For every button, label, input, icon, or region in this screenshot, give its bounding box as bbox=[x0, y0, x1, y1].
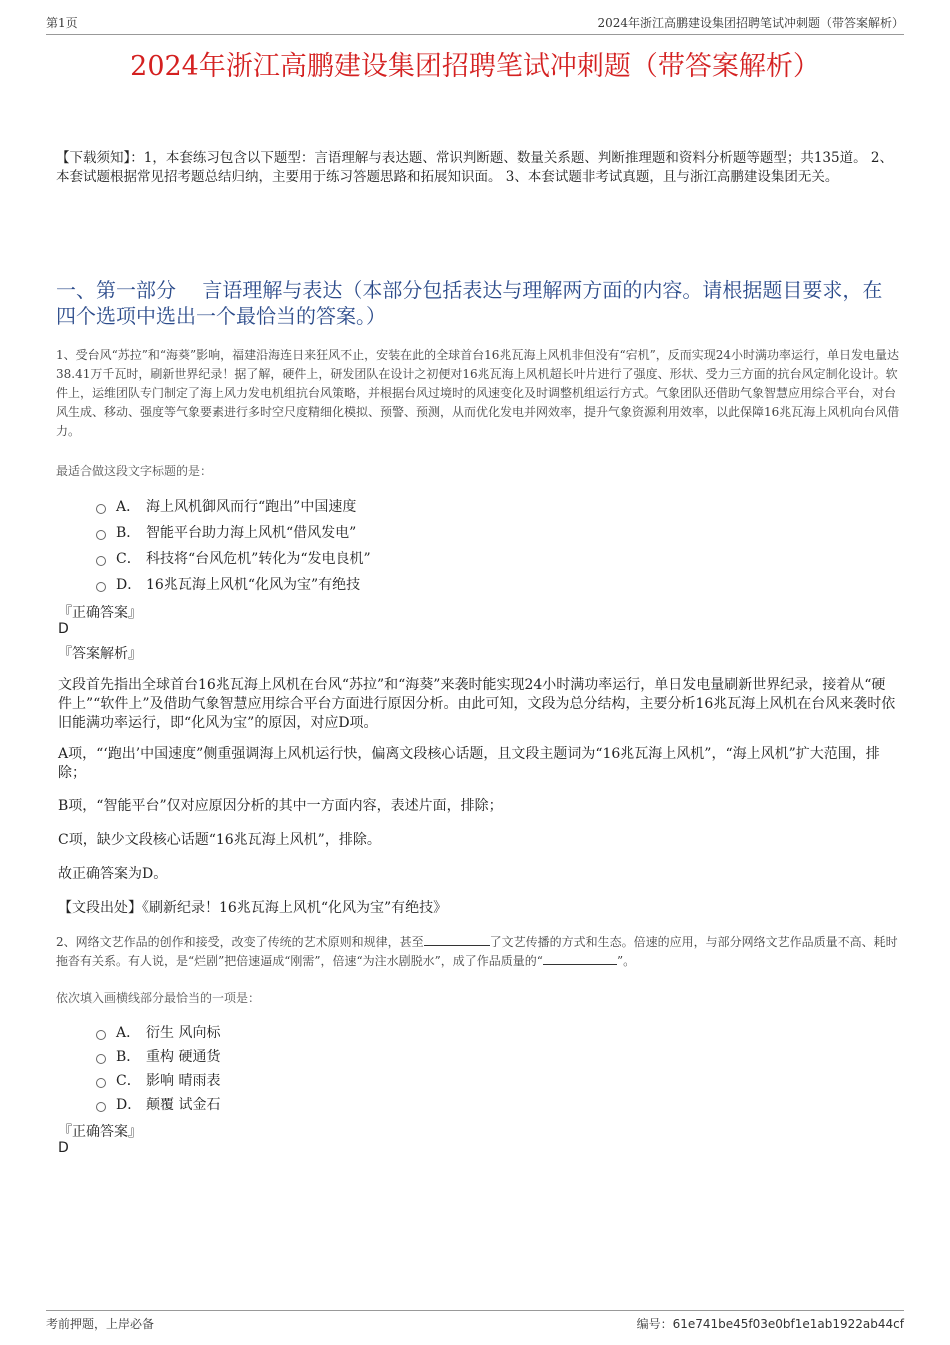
document-code: 61e741be45f03e0bf1e1ab1922ab44cf bbox=[672, 1317, 904, 1331]
option-a[interactable]: A． 衍生 风向标 bbox=[96, 1020, 696, 1044]
question-1-options bbox=[96, 493, 696, 597]
page-footer bbox=[46, 1310, 904, 1332]
radio-icon[interactable] bbox=[96, 1030, 106, 1040]
page-header bbox=[46, 14, 904, 35]
radio-icon[interactable] bbox=[96, 530, 106, 540]
option-c[interactable]: C． 影响 晴雨表 bbox=[96, 1068, 696, 1092]
source-citation: 【文段出处】《刷新纪录！16兆瓦海上风机“化风为宝”有绝技》 bbox=[58, 900, 448, 916]
correct-answer-label: 『正确答案』 bbox=[58, 605, 142, 621]
correct-answer: D bbox=[58, 1140, 69, 1156]
footer-slogan: 考前押题，上岸必备 bbox=[46, 1317, 155, 1331]
analysis-conclusion: 故正确答案为D。 bbox=[58, 866, 168, 882]
option-c[interactable]: C． 科技将“台风危机”转化为“发电良机” bbox=[96, 545, 696, 571]
question-2-prompt: 依次填入画横线部分最恰当的一项是： bbox=[56, 991, 261, 1005]
question-2-stem: 2、网络文艺作品的创作和接受，改变了传统的艺术原则和规律，甚至 了文艺传播的方式和生态。倍速的应用，与部分网络文艺作品质量不高、耗时拖沓有关系。有人说，是“烂剧”把倍速逼成“刚需”，倍速“为注水剧脱水”，成了作品质量的“ ”。 bbox=[56, 935, 898, 968]
fill-blank bbox=[543, 952, 617, 965]
footer-id: 编号：61e741be45f03e0bf1e1ab1922ab44cf bbox=[636, 1317, 904, 1331]
radio-icon[interactable] bbox=[96, 582, 106, 592]
option-a[interactable]: A． 海上风机御风而行“跑出”中国速度 bbox=[96, 493, 696, 519]
radio-icon[interactable] bbox=[96, 1102, 106, 1112]
option-b[interactable]: B． 智能平台助力海上风机“借风发电” bbox=[96, 519, 696, 545]
analysis-paragraph: C项，缺少文段核心话题“16兆瓦海上风机”，排除。 bbox=[58, 832, 381, 848]
page-number: 第1页 bbox=[46, 16, 78, 30]
question-1-prompt: 最适合做这段文字标题的是： bbox=[56, 464, 213, 478]
option-d[interactable]: D． 颠覆 试金石 bbox=[96, 1092, 696, 1116]
option-d[interactable]: D． 16兆瓦海上风机“化风为宝”有绝技 bbox=[96, 571, 696, 597]
analysis-label: 『答案解析』 bbox=[58, 646, 142, 662]
radio-icon[interactable] bbox=[96, 504, 106, 514]
question-2-options bbox=[96, 1020, 696, 1116]
analysis-paragraph: 文段首先指出全球首台16兆瓦海上风机在台风“苏拉”和“海葵”来袭时能实现24小时满功率运行，单日发电量刷新世界纪录，接着从“硬件上”“软件上”及借助气象智慧应用综合平台方面进行原因分析。由此可知，文段为总分结构，主要分析16兆瓦海上风机在台风来袭时依旧能满功率运行，即“化风为宝”的原因，对应D项。 bbox=[58, 677, 896, 731]
analysis-paragraph: B项，“智能平台”仅对应原因分析的其中一方面内容，表述片面，排除； bbox=[58, 798, 503, 814]
radio-icon[interactable] bbox=[96, 556, 106, 566]
document-title: 2024年浙江高鹏建设集团招聘笔试冲刺题（带答案解析） bbox=[130, 51, 820, 82]
fill-blank bbox=[424, 933, 490, 946]
header-doc-title: 2024年浙江高鹏建设集团招聘笔试冲刺题（带答案解析） bbox=[597, 16, 904, 30]
analysis-paragraph: A项，“‘跑出’中国速度”侧重强调海上风机运行快，偏离文段核心话题，且文段主题词为“16兆瓦海上风机”，“海上风机”扩大范围，排除； bbox=[58, 746, 880, 781]
radio-icon[interactable] bbox=[96, 1078, 106, 1088]
download-notice: 【下载须知】：1，本套练习包含以下题型：言语理解与表达题、常识判断题、数量关系题、判断推理题和资料分析题等题型；共135道。 2、本套试题根据常见招考题总结归纳，主要用于练习答题思路和拓展知识面。 3、本套试题非考试真题，且与浙江高鹏建设集团无关。 bbox=[56, 150, 893, 185]
option-b[interactable]: B． 重构 硬通货 bbox=[96, 1044, 696, 1068]
correct-answer-label: 『正确答案』 bbox=[58, 1124, 142, 1140]
correct-answer: D bbox=[58, 621, 69, 637]
radio-icon[interactable] bbox=[96, 1054, 106, 1064]
question-1-stem: 1、受台风“苏拉”和“海葵”影响，福建沿海连日来狂风不止，安装在此的全球首台16兆瓦海上风机非但没有“宕机”，反而实现24小时满功率运行，单日发电量达38.41万千瓦时，刷新世界纪录！据了解，硬件上，研发团队在设计之初便对16兆瓦海上风机超长叶片进行了强度、形状、受力三方面的抗台风定制化设计。软件上，运维团队专门制定了海上风力发电机组抗台风策略，并根据台风过境时的风速变化及时调整机组运行方式。气象团队还借助气象智慧应用综合平台，对台风生成、移动、强度等气象要素进行多时空尺度精细化模拟、预警、预测，从而优化发电并网效率，提升气象资源利用效率，以此保障16兆瓦海上风机向台风借力。 bbox=[56, 348, 900, 438]
section-title: 一、第一部分 言语理解与表达（本部分包括表达与理解两方面的内容。请根据题目要求，在四个选项中选出一个最恰当的答案。） bbox=[56, 278, 883, 328]
